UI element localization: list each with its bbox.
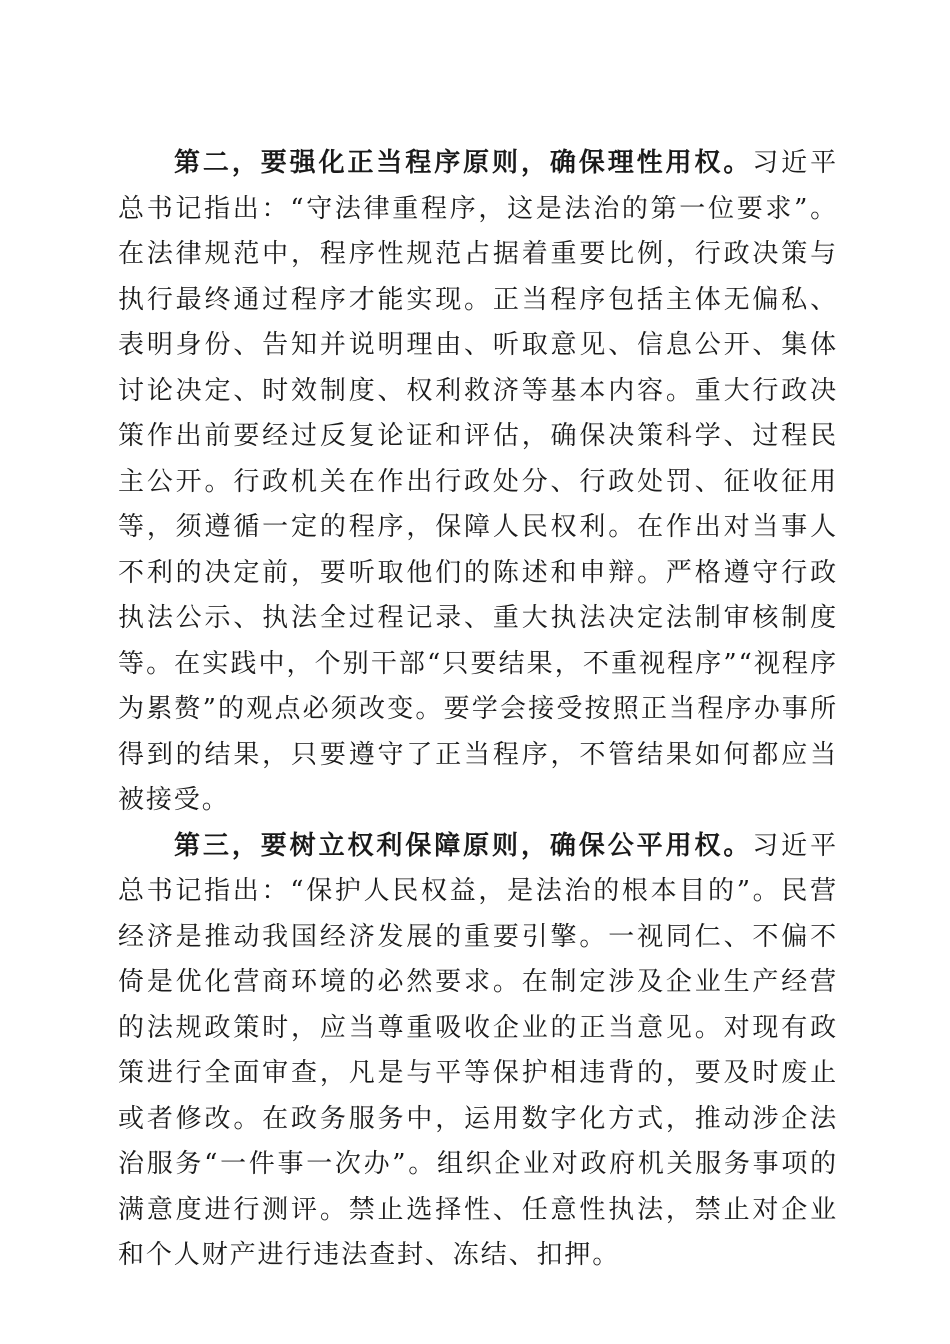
paragraph-lead: 第二，要强化正当程序原则，确保理性用权。 (174, 148, 753, 178)
paragraph-body: 习近平总书记指出：“守法律重程序，这是法治的第一位要求”。在法律规范中，程序性规范占据着重要比例，行政决策与执行最终通过程序才能实现。正当程序包括主体无偏私、表明身份、告知并说明理由、听取意见、信息公开、集体讨论决定、时效制度、权利救济等基本内容。重大行政决策作出前要经过反复论证和评估，确保决策科学、过程民主公开。行政机关在作出行政处分、行政处罚、征收征用等，须遵循一定的程序，保障人民权利。在作出对当事人不利的决定前，要听取他们的陈述和申辩。严格遵守行政执法公示、执法全过程记录、重大执法决定法制审核制度等。在实践中，个别干部“只要结果，不重视程序”“视程序为累赘”的观点必须改变。要学会接受按照正当程序办事所得到的结果，只要遵守了正当程序，不管结果如何都应当被接受。 (118, 148, 838, 815)
paragraph-third-principle (118, 824, 838, 1279)
document-page (118, 141, 838, 1279)
paragraph-body: 习近平总书记指出：“保护人民权益，是法治的根本目的”。民营经济是推动我国经济发展的重要引擎。一视同仁、不偏不倚是优化营商环境的必然要求。在制定涉及企业生产经营的法规政策时，应当尊重吸收企业的正当意见。对现有政策进行全面审查，凡是与平等保护相违背的，要及时废止或者修改。在政务服务中，运用数字化方式，推动涉企法治服务“一件事一次办”。组织企业对政府机关服务事项的满意度进行测评。禁止选择性、任意性执法，禁止对企业和个人财产进行违法查封、冻结、扣押。 (118, 830, 838, 1270)
paragraph-second-principle (118, 141, 838, 824)
paragraph-lead: 第三，要树立权利保障原则，确保公平用权。 (174, 830, 753, 861)
